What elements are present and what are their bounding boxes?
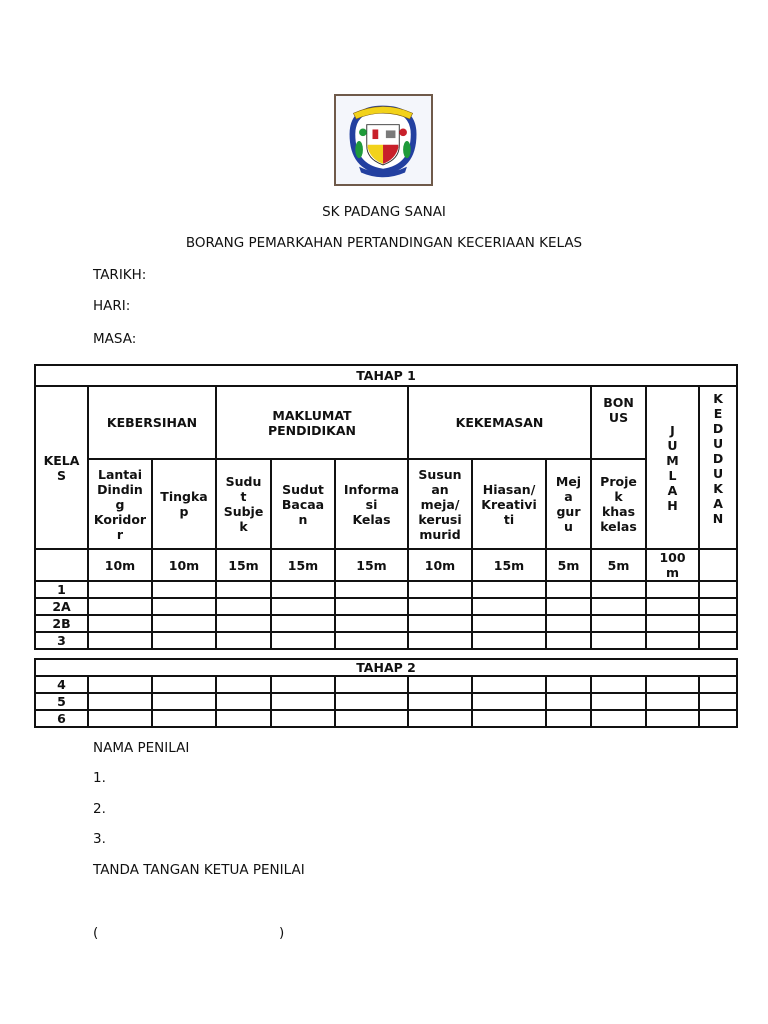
score-cell[interactable] <box>472 615 546 632</box>
score-cell[interactable] <box>271 676 335 693</box>
sub-header-lantai: Lantai Dindin g Koridor r <box>88 459 152 549</box>
score-cell[interactable] <box>152 598 216 615</box>
class-cell: 5 <box>35 693 88 710</box>
score-cell[interactable] <box>546 581 591 598</box>
score-cell[interactable] <box>88 615 152 632</box>
score-cell[interactable] <box>472 581 546 598</box>
signature-close-bracket: ) <box>279 925 285 941</box>
score-cell[interactable] <box>152 693 216 710</box>
group-maklumat: MAKLUMAT PENDIDIKAN <box>216 386 408 459</box>
sub-header-tingkap: Tingka p <box>152 459 216 549</box>
time-label: MASA: <box>93 331 137 347</box>
sub-header-meja-guru: Mej a gur u <box>546 459 591 549</box>
score-cell[interactable] <box>472 693 546 710</box>
marks-cell: 15m <box>271 549 335 581</box>
form-title: BORANG PEMARKAHAN PERTANDINGAN KECERIAAN KELAS <box>185 235 583 251</box>
score-cell[interactable] <box>472 676 546 693</box>
score-cell[interactable] <box>335 676 408 693</box>
group-bonus: BON US <box>591 386 646 459</box>
score-cell[interactable] <box>699 693 737 710</box>
school-name: SK PADANG SANAI <box>322 204 446 220</box>
score-cell[interactable] <box>216 615 271 632</box>
score-cell[interactable] <box>546 693 591 710</box>
score-cell[interactable] <box>408 710 472 727</box>
class-cell: 2A <box>35 598 88 615</box>
score-cell[interactable] <box>699 710 737 727</box>
score-cell[interactable] <box>271 710 335 727</box>
table-row <box>35 615 737 632</box>
score-cell[interactable] <box>216 693 271 710</box>
score-cell[interactable] <box>646 693 699 710</box>
class-header: KELA S <box>35 386 88 549</box>
score-cell[interactable] <box>408 598 472 615</box>
score-cell[interactable] <box>88 581 152 598</box>
score-cell[interactable] <box>216 598 271 615</box>
marks-cell: 10m <box>88 549 152 581</box>
score-cell[interactable] <box>152 710 216 727</box>
class-cell: 1 <box>35 581 88 598</box>
score-cell[interactable] <box>408 581 472 598</box>
sub-header-susunan: Susun an meja/ kerusi murid <box>408 459 472 549</box>
score-cell[interactable] <box>88 710 152 727</box>
score-cell[interactable] <box>546 615 591 632</box>
score-cell[interactable] <box>699 676 737 693</box>
score-cell[interactable] <box>335 581 408 598</box>
score-cell[interactable] <box>152 632 216 649</box>
score-cell[interactable] <box>152 676 216 693</box>
score-cell[interactable] <box>646 598 699 615</box>
score-cell[interactable] <box>591 598 646 615</box>
class-cell: 2B <box>35 615 88 632</box>
sub-header-sudut-bacaan: Sudut Bacaa n <box>271 459 335 549</box>
table-row <box>35 598 737 615</box>
score-cell[interactable] <box>216 676 271 693</box>
score-cell[interactable] <box>408 615 472 632</box>
total-header: J U M L A H <box>646 386 699 549</box>
marks-empty-cell <box>699 549 737 581</box>
score-cell[interactable] <box>88 693 152 710</box>
score-table-tahap-2 <box>34 658 738 728</box>
score-cell[interactable] <box>271 693 335 710</box>
score-cell[interactable] <box>546 710 591 727</box>
score-cell[interactable] <box>408 676 472 693</box>
score-cell[interactable] <box>646 632 699 649</box>
judge-line-2: 2. <box>93 801 106 817</box>
score-cell[interactable] <box>152 615 216 632</box>
sub-header-sudut-subjek: Sudu t Subje k <box>216 459 271 549</box>
table-row <box>35 581 737 598</box>
score-cell[interactable] <box>216 710 271 727</box>
score-cell[interactable] <box>546 632 591 649</box>
score-cell[interactable] <box>216 581 271 598</box>
score-table-tahap-1 <box>34 364 738 650</box>
score-cell[interactable] <box>699 581 737 598</box>
signature-label: TANDA TANGAN KETUA PENILAI <box>93 862 305 878</box>
score-cell[interactable] <box>271 598 335 615</box>
score-cell[interactable] <box>472 632 546 649</box>
score-cell[interactable] <box>591 676 646 693</box>
judges-label: NAMA PENILAI <box>93 740 190 756</box>
marks-cell: 5m <box>546 549 591 581</box>
score-cell[interactable] <box>591 693 646 710</box>
stage-header: TAHAP 2 <box>35 659 737 676</box>
score-cell[interactable] <box>646 676 699 693</box>
score-cell[interactable] <box>591 632 646 649</box>
day-label: HARI: <box>93 298 131 314</box>
stage-header: TAHAP 1 <box>35 365 737 386</box>
score-cell[interactable] <box>646 710 699 727</box>
score-cell[interactable] <box>408 693 472 710</box>
score-cell[interactable] <box>335 710 408 727</box>
signature-open-bracket: ( <box>93 925 99 941</box>
score-cell[interactable] <box>152 581 216 598</box>
score-cell[interactable] <box>472 710 546 727</box>
judge-line-3: 3. <box>93 831 106 847</box>
marks-cell: 15m <box>335 549 408 581</box>
marks-cell: 10m <box>408 549 472 581</box>
score-cell[interactable] <box>699 632 737 649</box>
marks-total-cell: 100 m <box>646 549 699 581</box>
table-row <box>35 676 737 693</box>
judge-line-1: 1. <box>93 770 106 786</box>
table-row <box>35 710 737 727</box>
score-cell[interactable] <box>88 632 152 649</box>
sub-header-informasi: Informa si Kelas <box>335 459 408 549</box>
score-cell[interactable] <box>271 632 335 649</box>
score-cell[interactable] <box>271 615 335 632</box>
marks-cell: 15m <box>216 549 271 581</box>
score-cell[interactable] <box>546 598 591 615</box>
group-kekemasan: KEKEMASAN <box>408 386 591 459</box>
group-kebersihan: KEBERSIHAN <box>88 386 216 459</box>
score-cell[interactable] <box>546 676 591 693</box>
table-row <box>35 693 737 710</box>
score-cell[interactable] <box>646 615 699 632</box>
score-cell[interactable] <box>271 581 335 598</box>
sub-header-projek: Proje k khas kelas <box>591 459 646 549</box>
score-cell[interactable] <box>335 693 408 710</box>
school-logo <box>334 94 433 186</box>
score-cell[interactable] <box>335 632 408 649</box>
rank-header: K E D U D U K A N <box>699 386 737 549</box>
marks-empty-cell <box>35 549 88 581</box>
score-cell[interactable] <box>646 581 699 598</box>
date-label: TARIKH: <box>93 267 147 283</box>
score-cell[interactable] <box>472 598 546 615</box>
class-cell: 3 <box>35 632 88 649</box>
score-cell[interactable] <box>591 615 646 632</box>
marks-cell: 10m <box>152 549 216 581</box>
score-cell[interactable] <box>88 676 152 693</box>
score-cell[interactable] <box>699 598 737 615</box>
score-cell[interactable] <box>216 632 271 649</box>
score-cell[interactable] <box>335 615 408 632</box>
score-cell[interactable] <box>591 710 646 727</box>
score-cell[interactable] <box>408 632 472 649</box>
class-cell: 4 <box>35 676 88 693</box>
marks-cell: 15m <box>472 549 546 581</box>
score-cell[interactable] <box>88 598 152 615</box>
score-cell[interactable] <box>335 598 408 615</box>
class-cell: 6 <box>35 710 88 727</box>
score-cell[interactable] <box>699 615 737 632</box>
sub-header-hiasan: Hiasan/ Kreativi ti <box>472 459 546 549</box>
school-crest-icon <box>336 96 431 184</box>
score-cell[interactable] <box>591 581 646 598</box>
marks-cell: 5m <box>591 549 646 581</box>
table-row <box>35 632 737 649</box>
